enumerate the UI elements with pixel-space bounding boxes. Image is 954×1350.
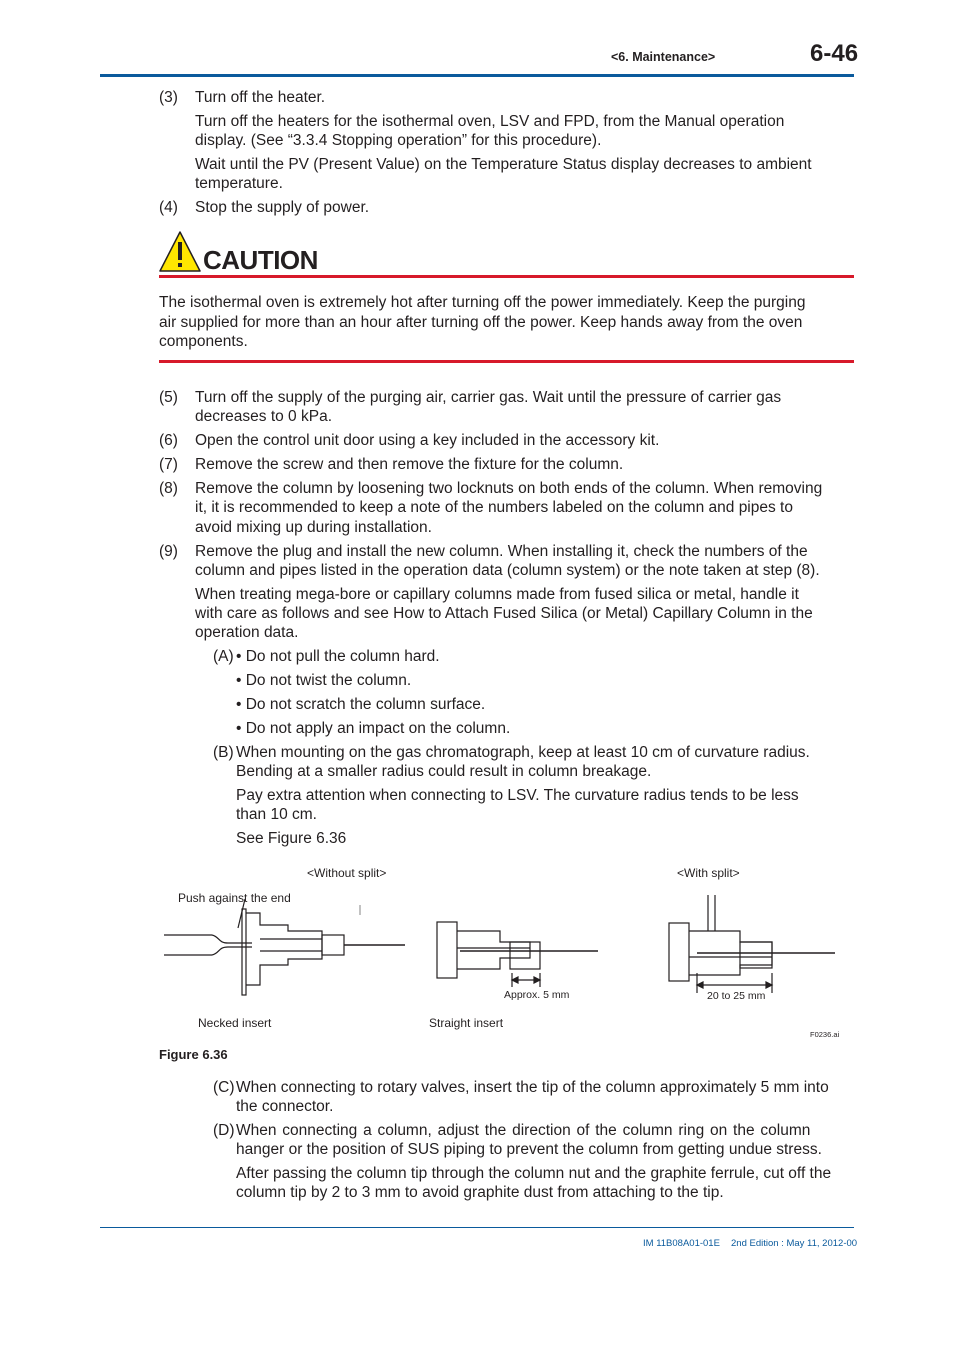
step-8-text: Remove the column by loosening two locknuts on both ends of the column. When removing <box>195 480 823 497</box>
step-3-detail-line: display. (See “3.3.4 Stopping operation” for this procedure). <box>195 132 602 149</box>
step-3-detail-line: Turn off the heaters for the isothermal oven, LSV and FPD, from the Manual operation <box>195 113 785 130</box>
step-9-note: operation data. <box>195 624 299 641</box>
figure-file-id: F0236.ai <box>810 1030 840 1039</box>
edition-info: 2nd Edition : May 11, 2012-00 <box>731 1238 858 1249</box>
sub-d-text: hanger or the position of SUS piping to prevent the column from getting undue stress. <box>236 1141 822 1158</box>
step-5-number: (5) <box>159 389 178 406</box>
caution-text-line: The isothermal oven is extremely hot after turning off the power immediately. Keep the purging <box>159 294 806 311</box>
step-3-wait-line: temperature. <box>195 175 283 192</box>
step-4-number: (4) <box>159 199 178 216</box>
step-9-text: column and pipes listed in the operation data (column system) or the note taken at step (8). <box>195 562 820 579</box>
figure-label-with-split: <With split> <box>677 866 740 880</box>
section-header: <6. Maintenance> <box>611 50 716 64</box>
step-9-note: When treating mega-bore or capillary columns made from fused silica or metal, handle it <box>195 586 799 603</box>
footer-divider <box>100 1227 854 1228</box>
figure-label-straight: Straight insert <box>429 1016 504 1030</box>
step-6-text: Open the control unit door using a key included in the accessory kit. <box>195 432 660 449</box>
step-5-text: Turn off the supply of the purging air, carrier gas. Wait until the pressure of carrier gas <box>195 389 782 406</box>
figure-reference-link[interactable]: See Figure 6.36 <box>236 830 347 847</box>
step-8-number: (8) <box>159 480 178 497</box>
step-3-text: Turn off the heater. <box>195 89 326 106</box>
step-3-number: (3) <box>159 89 178 106</box>
straight-insert-drawing <box>437 922 598 987</box>
bullet-item: • Do not apply an impact on the column. <box>236 720 511 737</box>
step-8-text: avoid mixing up during installation. <box>195 519 432 536</box>
sub-d-label: (D) <box>213 1122 235 1139</box>
figure-label-range: 20 to 25 mm <box>707 990 766 1002</box>
document-id: IM 11B08A01-01E <box>643 1238 720 1249</box>
bullet-item: • Do not twist the column. <box>236 672 412 689</box>
page-number: 6-46 <box>810 40 859 67</box>
sub-b-text: Bending at a smaller radius could result in column breakage. <box>236 763 652 780</box>
caution-text-line: components. <box>159 333 248 350</box>
step-7-number: (7) <box>159 456 178 473</box>
sub-b-text: When mounting on the gas chromatograph, keep at least 10 cm of curvature radius. <box>236 744 810 761</box>
sub-b-text: than 10 cm. <box>236 806 317 823</box>
necked-insert-drawing <box>164 899 405 995</box>
sub-d-text: When connecting a column, adjust the direction of the column ring on the column <box>236 1122 811 1139</box>
step-6-number: (6) <box>159 432 178 449</box>
step-7-text: Remove the screw and then remove the fixture for the column. <box>195 456 624 473</box>
bullet-item: • Do not scratch the column surface. <box>236 696 486 713</box>
caution-top-rule <box>159 275 854 278</box>
sub-b-label: (B) <box>213 744 234 761</box>
figure-caption: Figure 6.36 <box>159 1047 228 1062</box>
warning-triangle-icon <box>158 230 202 274</box>
caution-title: CAUTION <box>203 245 318 275</box>
sub-c-text: the connector. <box>236 1098 334 1115</box>
figure-label-without-split: <Without split> <box>307 866 387 880</box>
sub-c-text: When connecting to rotary valves, insert the tip of the column approximately 5 mm into <box>236 1079 829 1096</box>
step-9-number: (9) <box>159 543 178 560</box>
with-split-drawing <box>669 895 835 993</box>
caution-bottom-rule <box>159 360 854 363</box>
step-4-text: Stop the supply of power. <box>195 199 370 216</box>
step-5-text: decreases to 0 kPa. <box>195 408 332 425</box>
figure-label-approx: Approx. 5 mm <box>504 989 570 1001</box>
sub-c-label: (C) <box>213 1079 235 1096</box>
figure-label-push: Push against the end <box>178 891 291 905</box>
step-9-note: with care as follows and see How to Attach Fused Silica (or Metal) Capillary Column in the <box>195 605 813 622</box>
step-8-text: it, it is recommended to keep a note of the numbers labeled on the column and pipes to <box>195 499 793 516</box>
bullet-item: • Do not pull the column hard. <box>236 648 440 665</box>
sub-d-text: column tip by 2 to 3 mm to avoid graphite dust from attaching to the tip. <box>236 1184 724 1201</box>
sub-d-text: After passing the column tip through the column nut and the graphite ferrule, cut off the <box>236 1165 832 1182</box>
sub-b-text: Pay extra attention when connecting to LSV. The curvature radius tends to be less <box>236 787 799 804</box>
step-3-wait-line: Wait until the PV (Present Value) on the Temperature Status display decreases to ambient <box>195 156 812 173</box>
step-9-text: Remove the plug and install the new column. When installing it, check the numbers of the <box>195 543 808 560</box>
sub-a-label: (A) <box>213 648 234 665</box>
caution-text-line: air supplied for more than an hour after turning off the power. Keep hands away from the oven <box>159 314 803 331</box>
header-divider <box>100 74 854 77</box>
figure-label-necked: Necked insert <box>198 1016 272 1030</box>
